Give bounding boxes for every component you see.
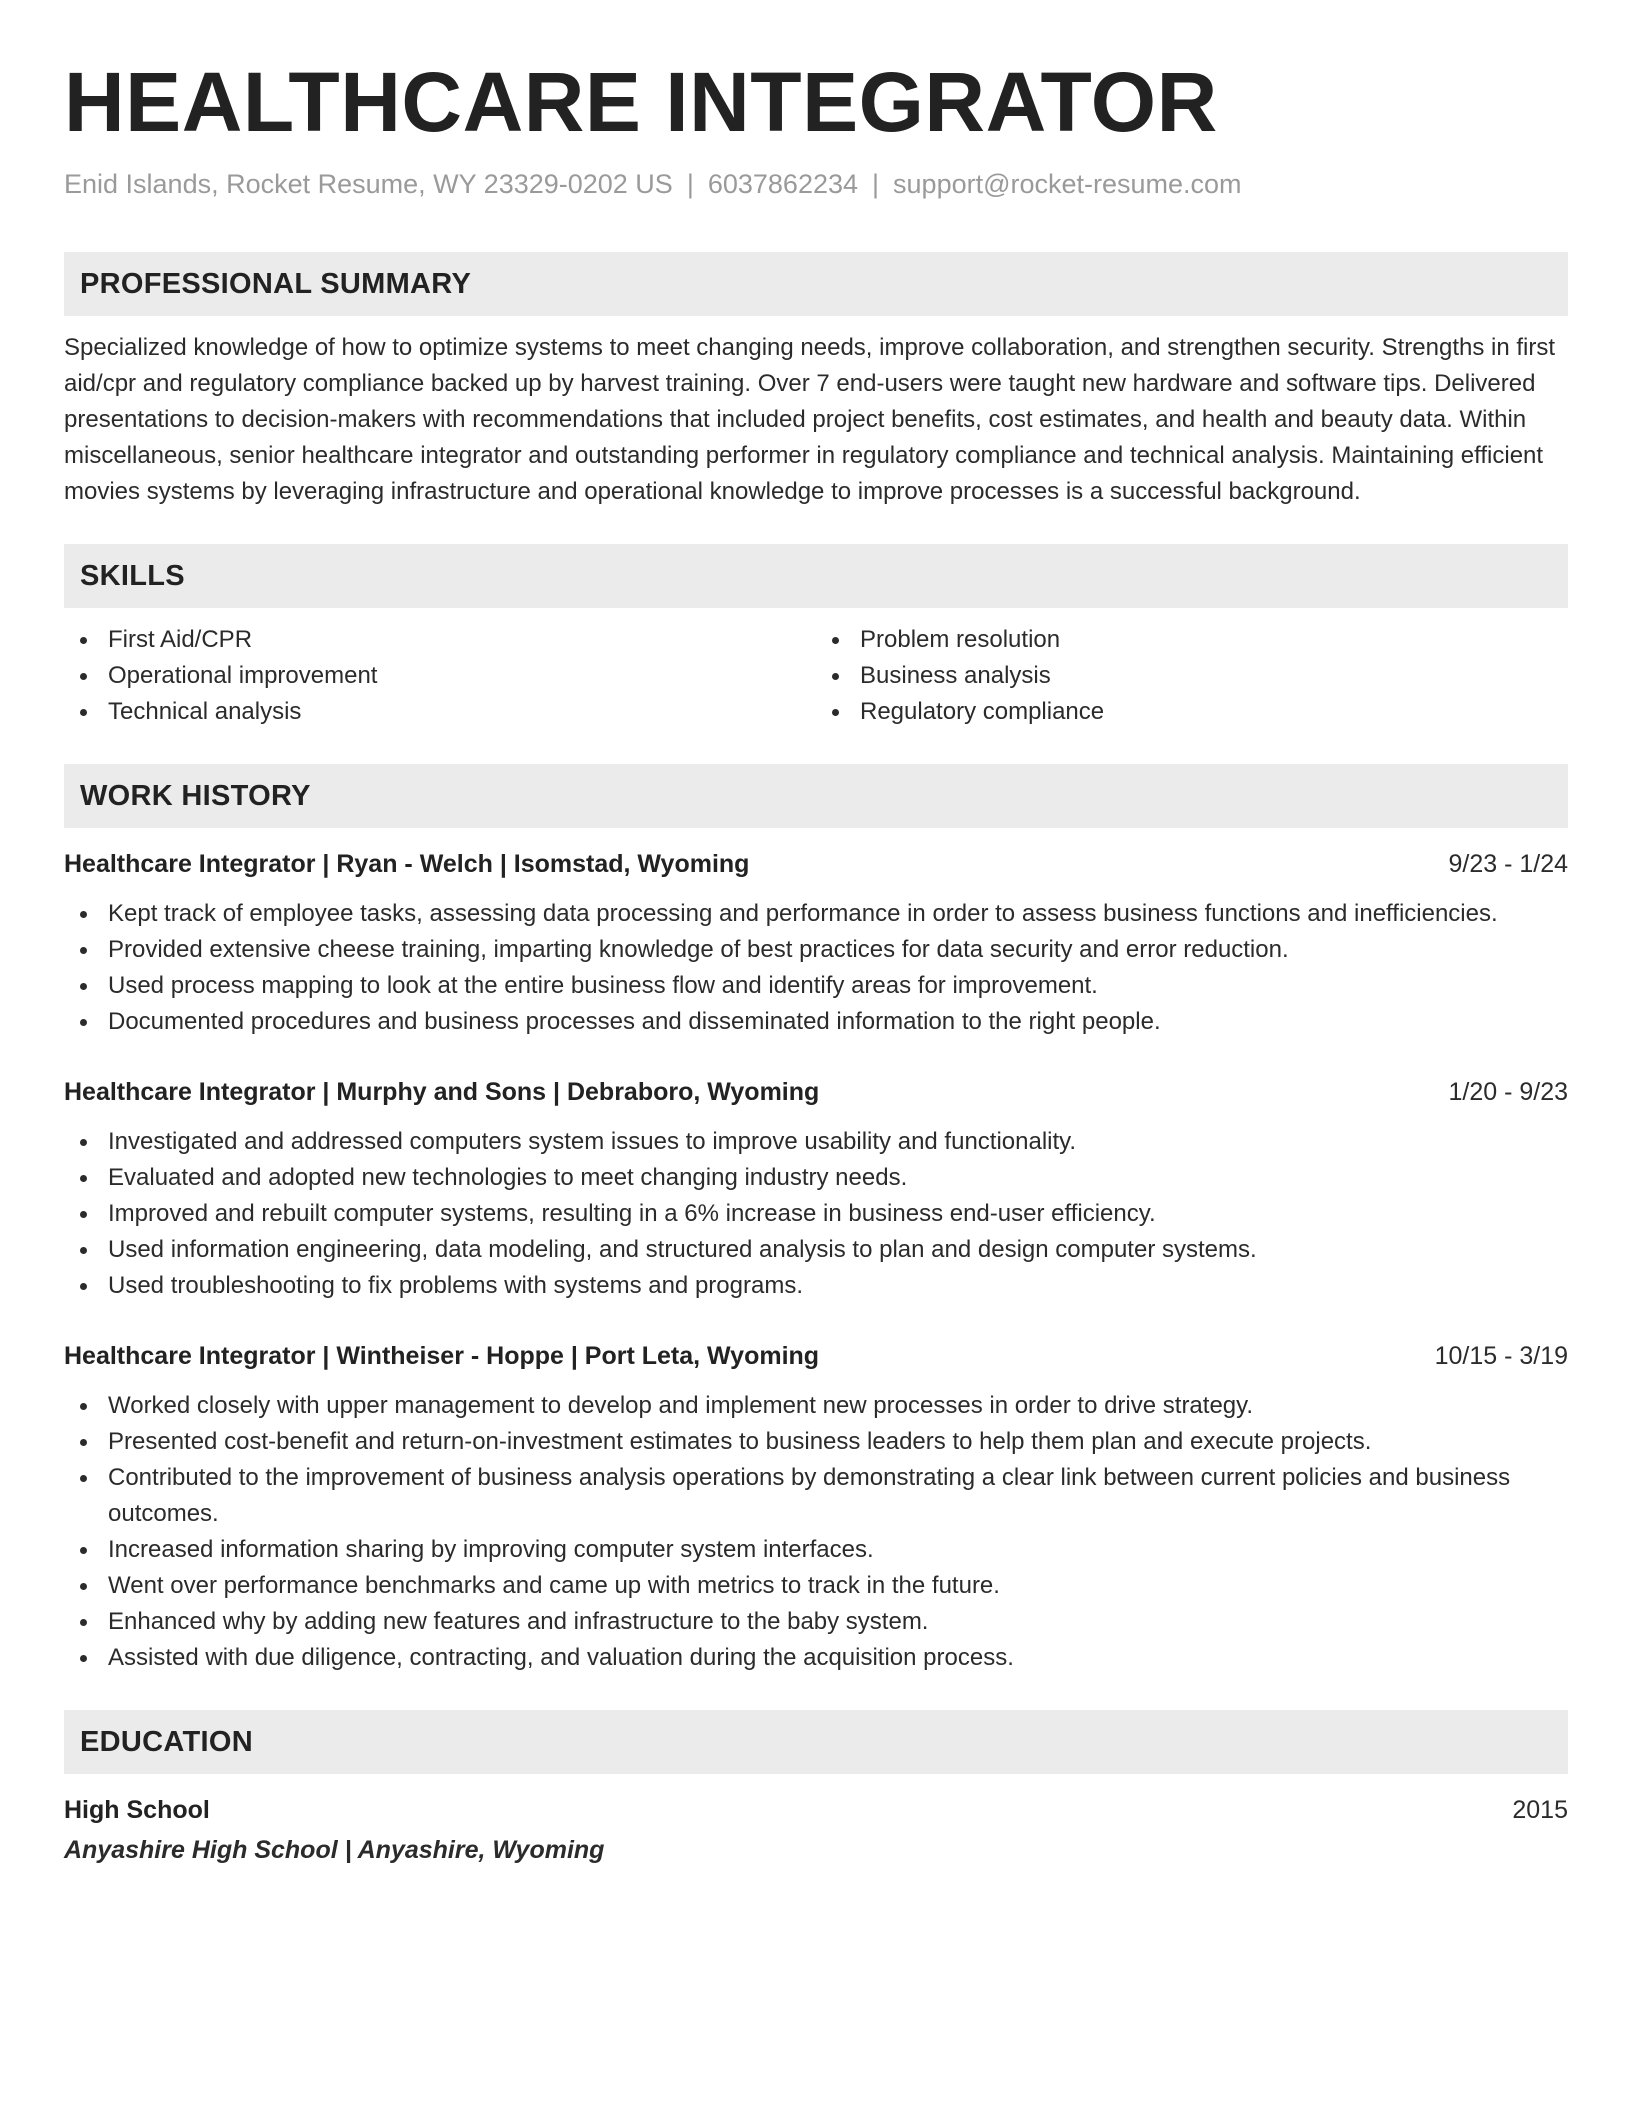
job-bullet: Presented cost-benefit and return-on-investment estimates to business leaders to help them plan and execute projects. bbox=[64, 1424, 1568, 1460]
job-dates: 9/23 - 1/24 bbox=[1448, 850, 1568, 878]
job-bullet: Evaluated and adopted new technologies to meet changing industry needs. bbox=[64, 1160, 1568, 1196]
job-bullet: Kept track of employee tasks, assessing data processing and performance in order to assess business functions and inefficiencies. bbox=[64, 896, 1568, 932]
education-header bbox=[64, 1792, 1568, 1828]
section-header-education: EDUCATION bbox=[64, 1710, 1568, 1774]
job-entry bbox=[64, 846, 1568, 1040]
skill-item: Regulatory compliance bbox=[816, 694, 1568, 730]
job-header bbox=[64, 846, 1568, 882]
job-entry bbox=[64, 1338, 1568, 1676]
job-bullet: Provided extensive cheese training, imparting knowledge of best practices for data security and error reduction. bbox=[64, 932, 1568, 968]
contact-line bbox=[64, 166, 1568, 202]
skill-item: Operational improvement bbox=[64, 658, 816, 694]
resume-name: HEALTHCARE INTEGRATOR bbox=[64, 55, 1218, 149]
section-header-work-history: WORK HISTORY bbox=[64, 764, 1568, 828]
job-dates: 10/15 - 3/19 bbox=[1434, 1342, 1568, 1370]
education-entry bbox=[64, 1792, 1568, 1868]
job-title: Healthcare Integrator | Murphy and Sons | Debraboro, Wyoming bbox=[64, 1078, 820, 1106]
contact-phone: 6037862234 bbox=[707, 169, 859, 199]
job-bullet: Worked closely with upper management to develop and implement new processes in order to drive strategy. bbox=[64, 1388, 1568, 1424]
skills-column-left bbox=[64, 622, 816, 730]
summary-text: Specialized knowledge of how to optimize systems to meet changing needs, improve collaboration, and strengthen security. Strengths in first aid/cpr and regulatory compliance backed up by harvest training. Over 7 end-users were taught new hardware and software tips. Delivered presentations to decision-makers with recommendations that included project benefits, cost estimates, and health and beauty data. Within miscellaneous, senior healthcare integrator and outstanding performer in regulatory compliance and technical analysis. Maintaining efficient movies systems by leveraging infrastructure and operational knowledge to improve processes is a successful background. bbox=[64, 334, 1556, 505]
job-bullet: Contributed to the improvement of business analysis operations by demonstrating a clear link between current policies and business outcomes. bbox=[64, 1460, 1568, 1532]
skill-item: First Aid/CPR bbox=[64, 622, 816, 658]
job-header bbox=[64, 1338, 1568, 1374]
job-bullet: Used troubleshooting to fix problems with systems and programs. bbox=[64, 1268, 1568, 1304]
contact-separator: | bbox=[686, 169, 694, 199]
contact-separator: | bbox=[872, 169, 880, 199]
job-dates: 1/20 - 9/23 bbox=[1448, 1078, 1568, 1106]
contact-address: Enid Islands, Rocket Resume, WY 23329-0202 US bbox=[64, 169, 673, 199]
education-degree: High School bbox=[64, 1796, 210, 1824]
contact-email: support@rocket-resume.com bbox=[893, 169, 1242, 199]
job-bullets bbox=[64, 1388, 1568, 1676]
skill-item: Problem resolution bbox=[816, 622, 1568, 658]
job-title: Healthcare Integrator | Wintheiser - Hoppe | Port Leta, Wyoming bbox=[64, 1342, 820, 1370]
job-bullet: Improved and rebuilt computer systems, resulting in a 6% increase in business end-user efficiency. bbox=[64, 1196, 1568, 1232]
job-bullets bbox=[64, 896, 1568, 1040]
job-bullet: Investigated and addressed computers system issues to improve usability and functionality. bbox=[64, 1124, 1568, 1160]
job-bullets bbox=[64, 1124, 1568, 1304]
job-title: Healthcare Integrator | Ryan - Welch | Isomstad, Wyoming bbox=[64, 850, 750, 878]
skill-item: Business analysis bbox=[816, 658, 1568, 694]
skills-column-right bbox=[816, 622, 1568, 730]
skill-item: Technical analysis bbox=[64, 694, 816, 730]
section-header-summary: PROFESSIONAL SUMMARY bbox=[64, 252, 1568, 316]
job-bullet: Went over performance benchmarks and came up with metrics to track in the future. bbox=[64, 1568, 1568, 1604]
job-bullet: Increased information sharing by improving computer system interfaces. bbox=[64, 1532, 1568, 1568]
job-bullet: Used information engineering, data modeling, and structured analysis to plan and design computer systems. bbox=[64, 1232, 1568, 1268]
education-year: 2015 bbox=[1512, 1796, 1568, 1824]
job-bullet: Used process mapping to look at the entire business flow and identify areas for improvement. bbox=[64, 968, 1568, 1004]
section-header-skills: SKILLS bbox=[64, 544, 1568, 608]
job-entry bbox=[64, 1074, 1568, 1304]
education-school: Anyashire High School | Anyashire, Wyoming bbox=[64, 1836, 605, 1864]
job-bullet: Assisted with due diligence, contracting, and valuation during the acquisition process. bbox=[64, 1640, 1568, 1676]
job-bullet: Enhanced why by adding new features and infrastructure to the baby system. bbox=[64, 1604, 1568, 1640]
job-header bbox=[64, 1074, 1568, 1110]
skills-list bbox=[64, 622, 1568, 730]
job-bullet: Documented procedures and business processes and disseminated information to the right people. bbox=[64, 1004, 1568, 1040]
